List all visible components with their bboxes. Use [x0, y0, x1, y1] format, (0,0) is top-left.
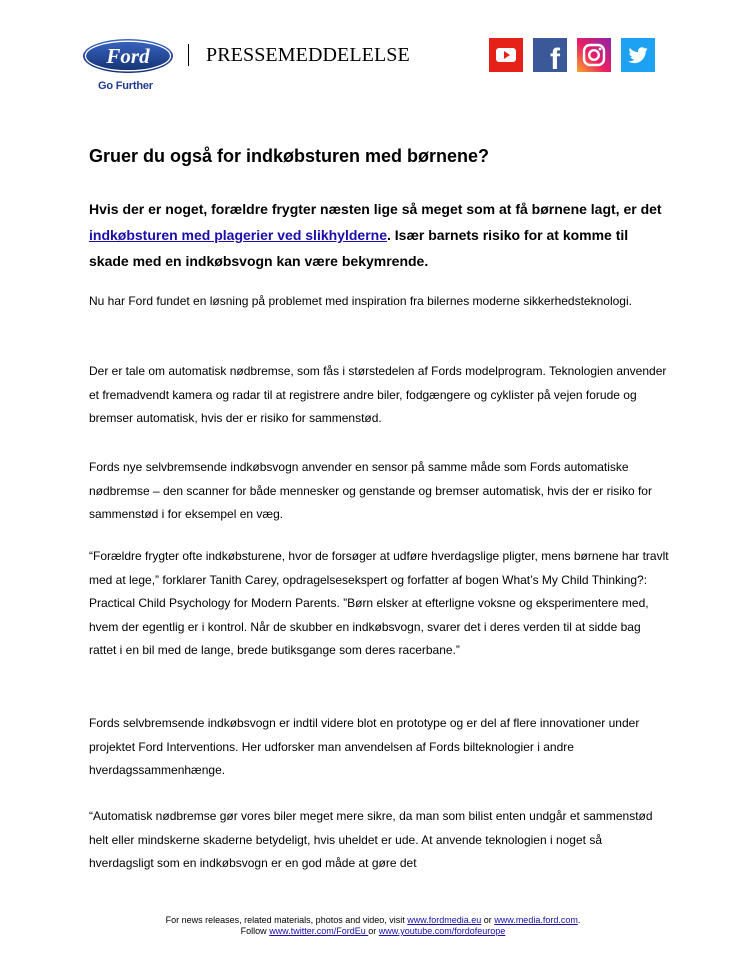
tagline: Go Further [98, 80, 153, 92]
lead-paragraph [89, 196, 669, 274]
footer-or-1: or [481, 915, 495, 925]
body-paragraph-1: Nu har Ford fundet en løsning på problemet med inspiration fra bilernes moderne sikkerhedsteknologi. [89, 294, 632, 308]
footer-text-1: For news releases, related materials, photos and video, visit [165, 915, 408, 925]
footer-period: . [577, 915, 581, 925]
body-paragraph-3: Fords nye selvbremsende indkøbsvogn anvender en sensor på samme måde som Fords automatiske nødbremse – den scanner for både mennesker og genstande og bremser automatisk, hvis der er risiko for sammenstød i for eksempel en væg. [89, 460, 652, 521]
twitter-link[interactable]: www.twitter.com/FordEu [269, 926, 369, 936]
page-footer [0, 915, 746, 937]
media-ford-link[interactable]: www.media.ford.com [494, 915, 578, 925]
youtube-icon[interactable] [489, 38, 523, 72]
header-divider [188, 44, 189, 66]
facebook-icon[interactable] [533, 38, 567, 72]
lead-text-before: Hvis der er noget, forældre frygter næsten lige så meget som at få børnene lagt, er det [89, 201, 662, 217]
footer-line-1 [0, 915, 746, 926]
ford-brand-text: Ford [106, 44, 150, 68]
footer-or-2: or [368, 926, 379, 936]
svg-text:f: f [550, 43, 560, 72]
footer-line-2 [0, 926, 746, 937]
page-title: PRESSEMEDDELELSE [206, 44, 410, 66]
body-paragraph-6: “Automatisk nødbremse gør vores biler meget mere sikre, da man som bilist enten undgår et sammenstød helt eller mindskerne skaderne betydeligt, hvis uheldet er ude. At anvende teknologien i noget så hverdagsligt som en indkøbsvogn er en god måde at gøre det [89, 809, 653, 870]
ford-oval-icon [82, 38, 174, 74]
fordmedia-link[interactable]: www.fordmedia.eu [407, 915, 482, 925]
body-paragraph-5: Fords selvbremsende indkøbsvogn er indtil videre blot en prototype og er del af flere innovationer under projektet Ford Interventions. Her udforsker man anvendelsen af Fords bilteknologier i andre hverdagssammenhænge. [89, 716, 640, 777]
article-headline: Gruer du også for indkøbsturen med børnene? [89, 146, 490, 166]
youtube-link[interactable]: www.youtube.com/fordofeurope [378, 926, 506, 936]
ford-logo [82, 38, 174, 92]
body-paragraph-4: “Forældre frygter ofte indkøbsturene, hvor de forsøger at udføre hverdagslige pligter, mens børnene har travlt med at lege,” forklarer Tanith Carey, opdragelsesekspert og forfatter af bogen What’s My Child Thinking?: Practical Child Psychology for Modern Parents. ”Børn elsker at efterligne voksne og eksperimentere med, hvem der egentlig er i kontrol. Når de skubber en indkøbsvogn, svarer det i deres verden til at sidde bag rattet i en bil med de lange, brede butiksgange som deres racerbane.” [89, 549, 669, 657]
instagram-icon[interactable] [577, 38, 611, 72]
lead-text-after: . Især barnets risiko for at komme til skade med en indkøbsvogn kan være bekymrende. [89, 227, 629, 269]
lead-link[interactable]: indkøbsturen med plagerier ved slikhylderne [89, 227, 387, 243]
footer-text-2: Follow [240, 926, 270, 936]
twitter-icon[interactable] [621, 38, 655, 72]
body-paragraph-2: Der er tale om automatisk nødbremse, som fås i størstedelen af Fords modelprogram. Teknologien anvender et fremadvendt kamera og radar til at registrere andre biler, fodgængere og cyklister på vejen forude og bremser automatisk, hvis der er risiko for sammenstød. [89, 364, 667, 425]
